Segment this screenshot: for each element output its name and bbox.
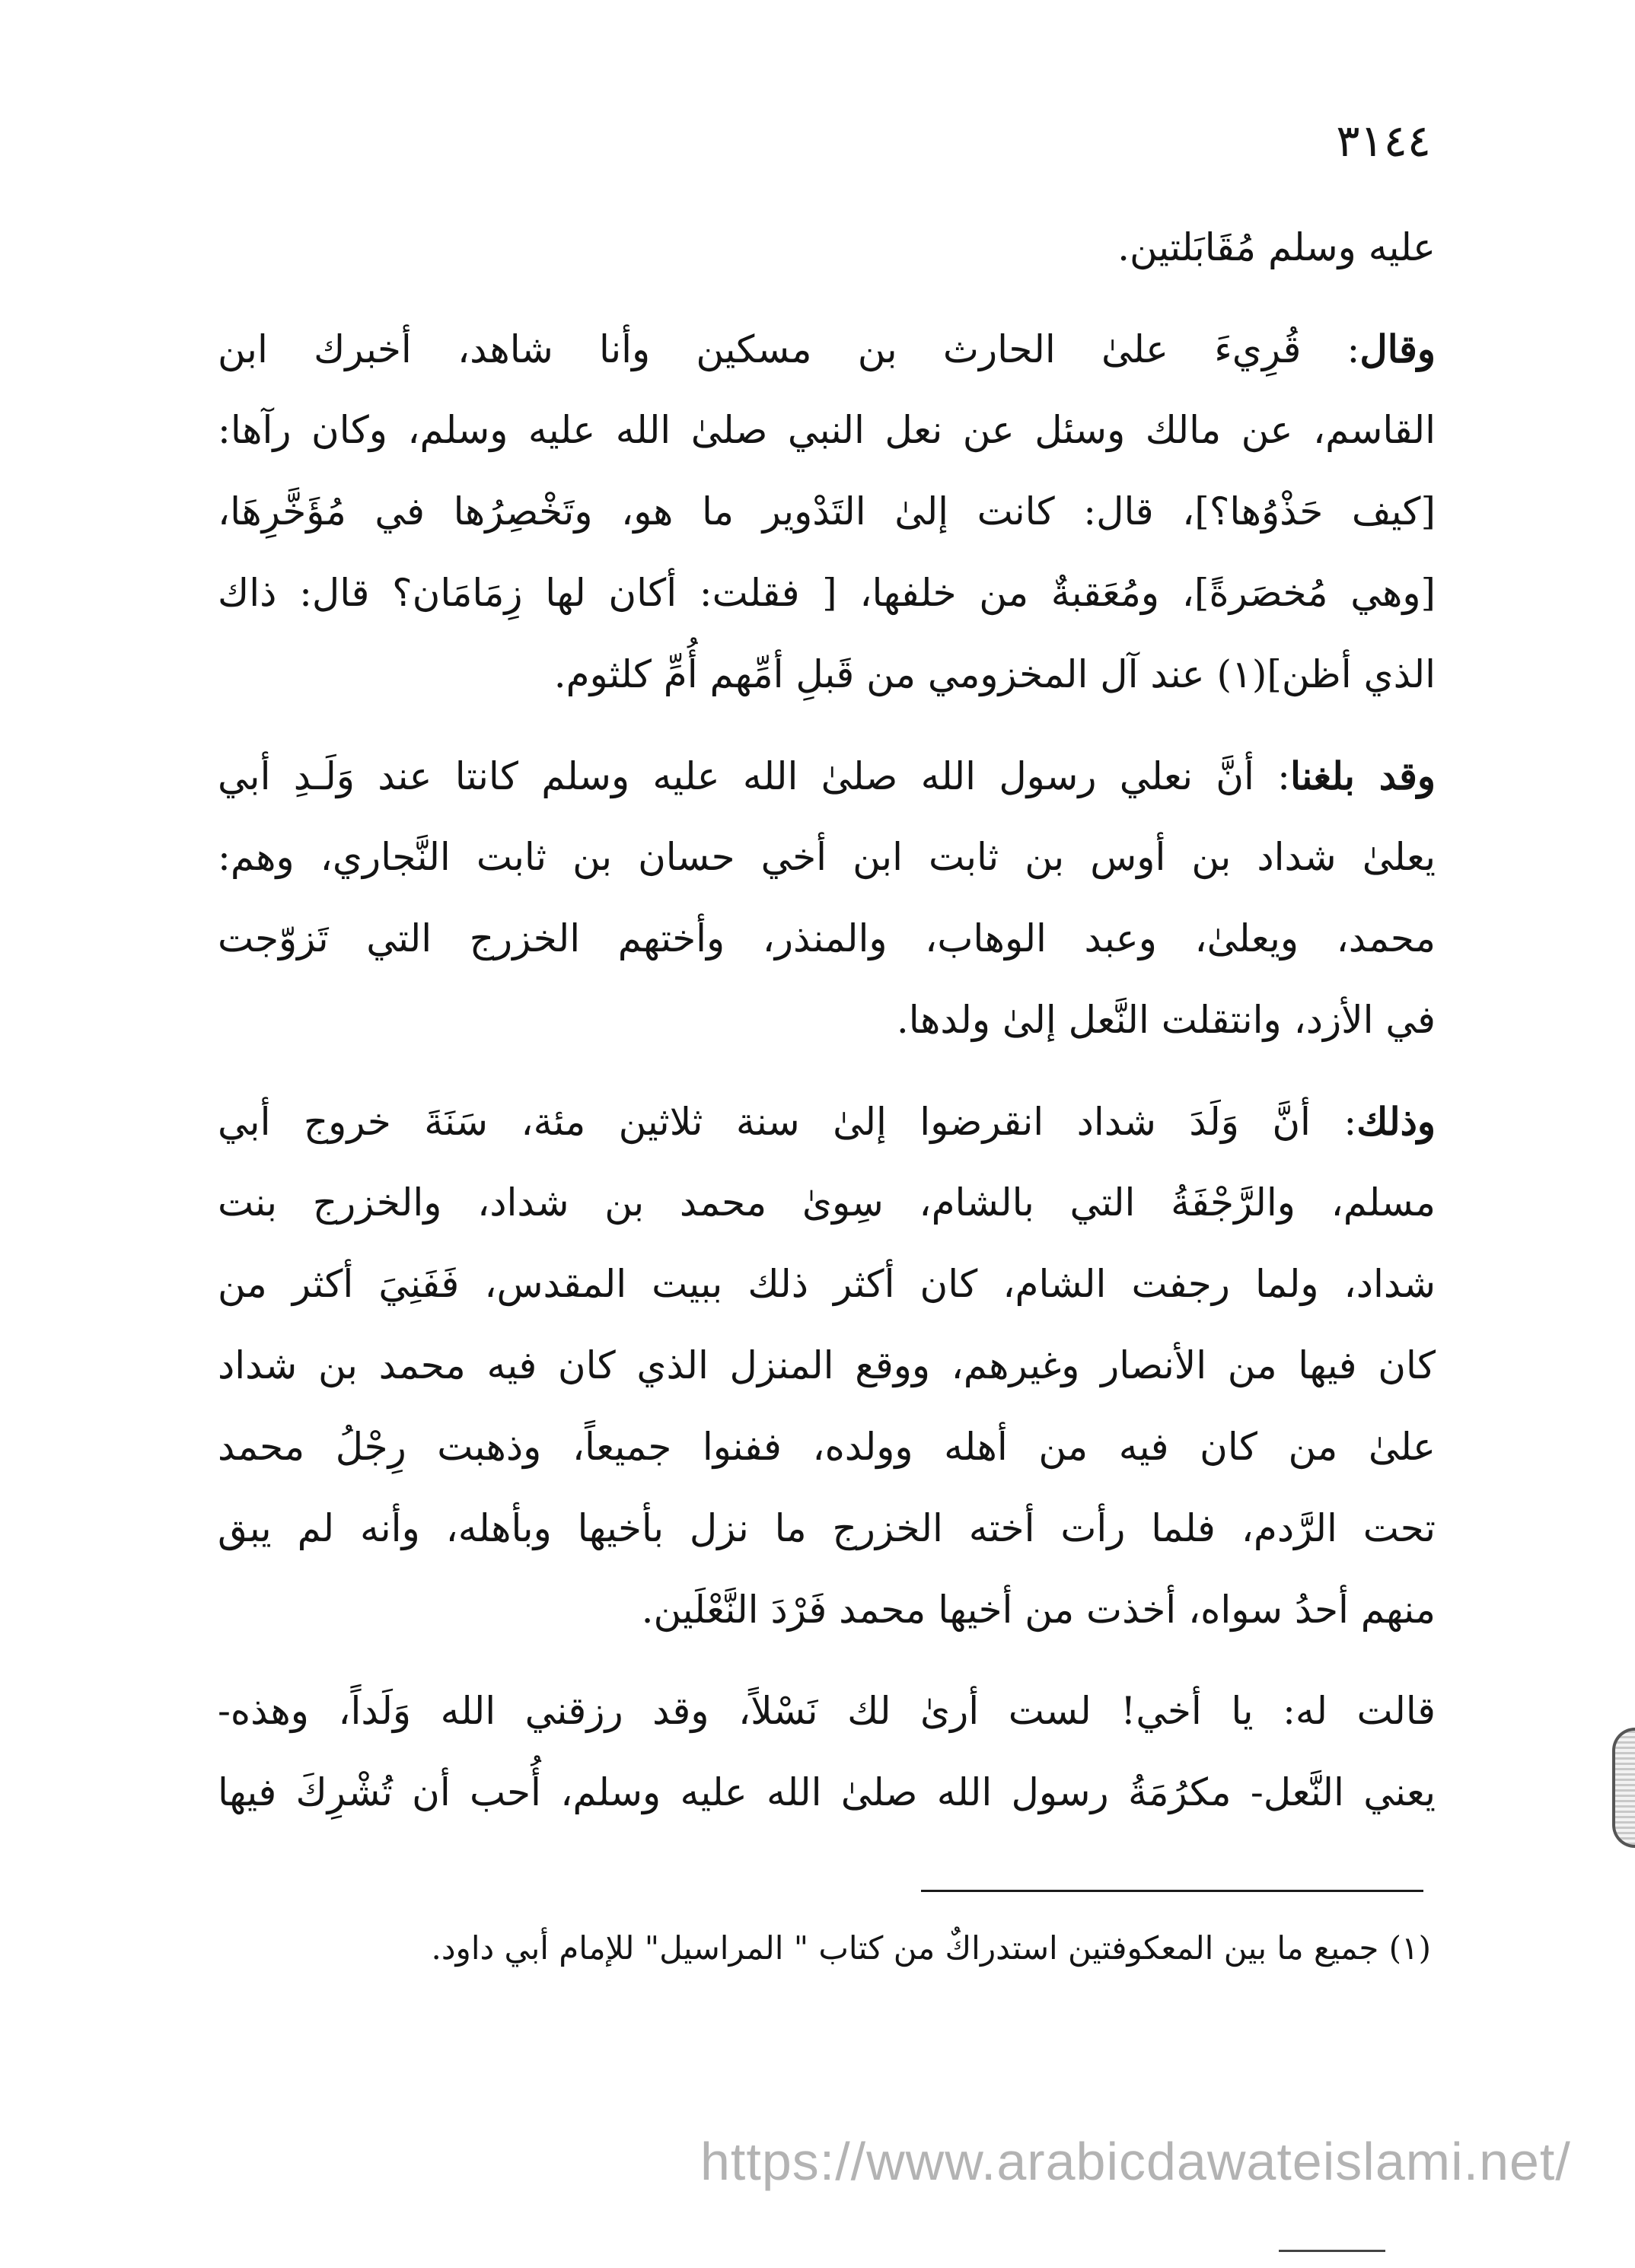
website-watermark: https://www.arabicdawateislami.net/ [700,2132,1571,2191]
main-text [218,207,1436,1853]
paragraph [218,1081,1436,1651]
text-line [218,735,1436,817]
text-line: علىٰ من كان فيه من أهله وولده، ففنوا جميعاً، وذهبت رِجْلُ محمد [218,1425,1436,1469]
text-line: عليه وسلم مُقَابَلتين. [1117,225,1436,269]
paragraph-lead-word: وقال [1359,327,1436,371]
text-line: مسلم، والرَّجْفَةُ التي بالشام، سِوىٰ محمد بن شداد، والخزرج بنت [218,1180,1436,1225]
text-line: قالت له: يا أخي! لست أرىٰ لك نَسْلاً، وقد رزقني الله وَلَداً، وهذه- [218,1689,1436,1733]
text-line: الذي أظن](١) عند آل المخزومي من قَبلِ أمِّهم أُمِّ كلثوم. [553,652,1436,696]
footnote: (١) جميع ما بين المعكوفتين استدراكٌ من كتاب " المراسيل" للإمام أبي داود. [431,1929,1431,1967]
paragraph [218,735,1436,1061]
page-edge-binding-mark [1612,1728,1635,1848]
text-line-rest: : أنَّ نعلي رسول الله صلىٰ الله عليه وسلم كانتا عند وَلَـدِ أبي [218,754,1291,798]
paragraph-lead-word: وذلك [1356,1099,1436,1144]
paragraph [218,1671,1436,1833]
text-line: [كيف حَذْوُها؟]، قال: كانت إلىٰ التَدْوير ما هو، وتَخْصِرُها في مُؤَخَّرِهَا، [218,489,1436,534]
footnote-separator [921,1890,1423,1892]
text-line: في الأزد، وانتقلت النَّعل إلىٰ ولدها. [896,998,1436,1042]
paragraph [218,207,1436,288]
text-line-rest: : أنَّ وَلَدَ شداد انقرضوا إلىٰ سنة ثلاثين مئة، سَنَةَ خروج أبي [218,1100,1357,1144]
text-line-rest: : قُرِيءَ علىٰ الحارث بن مسكين وأنا شاهد، أخبرك ابن [218,327,1360,371]
text-line: يعني النَّعل- مكرُمَةُ رسول الله صلىٰ الله عليه وسلم، أُحب أن تُشْرِكَ فيها [218,1770,1436,1814]
text-line: القاسم، عن مالك وسئل عن نعل النبي صلىٰ الله عليه وسلم، وكان رآها: [218,408,1436,452]
text-line: منهم أحدُ سواه، أخذت من أخيها محمد فَرْدَ النَّعْلَين. [641,1588,1436,1632]
bottom-edge-mark [1279,2250,1385,2252]
text-line: محمد، ويعلىٰ، وعبد الوهاب، والمنذر، وأختهم الخزرج التي تَزوّجت [218,916,1436,960]
paragraph-lead-word: وقد بلغنا [1290,753,1436,798]
text-line [218,308,1436,390]
page-number: ٣١٤٤ [1336,115,1431,167]
text-line: تحت الرَّدم، فلما رأت أخته الخزرج ما نزل بأخيها وبأهله، وأنه لم يبق [218,1506,1436,1550]
paragraph [218,308,1436,715]
text-line: [وهي مُخصَرةً]، ومُعَقبةٌ من خلفها، [ فقلت: أكان لها زِمَامَان؟ قال: ذاك [218,571,1436,615]
text-line: يعلىٰ شداد بن أوس بن ثابت ابن أخي حسان بن ثابت النَّجاري، وهم: [218,835,1436,879]
text-line: شداد، ولما رجفت الشام، كان أكثر ذلك ببيت المقدس، فَفَنِيَ أكثر من [218,1262,1436,1306]
text-line [218,1081,1436,1162]
text-line: كان فيها من الأنصار وغيرهم، ووقع المنزل الذي كان فيه محمد بن شداد [218,1343,1436,1387]
